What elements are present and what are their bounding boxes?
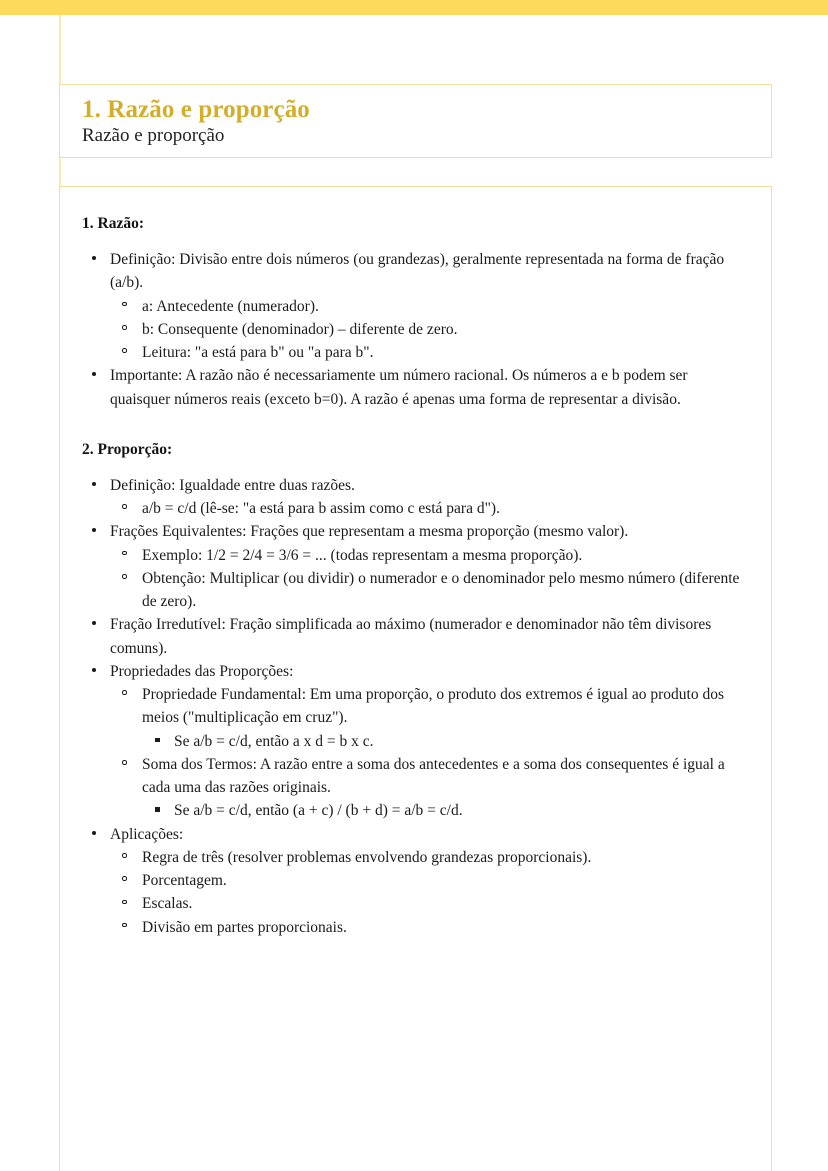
disc-bullet-icon xyxy=(92,256,96,260)
list-item-text: Fração Irredutível: Fração simplificada ao máximo (numerador e denominador não têm divisores comuns). xyxy=(110,616,712,657)
circle-bullet-icon xyxy=(122,876,127,881)
list-item-text: Definição: Igualdade entre duas razões. xyxy=(110,476,355,494)
bullet-list-level-2 xyxy=(110,544,745,614)
list-item-text: Importante: A razão não é necessariamente um número racional. Os números a e b podem ser quaisquer números reais (exceto b=0). A razão é apenas uma forma de representar a divisão. xyxy=(110,367,688,408)
bullet-list-level-2 xyxy=(110,846,745,939)
list-item-text: Aplicações: xyxy=(110,825,184,843)
list-item-text: b: Consequente (denominador) – diferente de zero. xyxy=(142,320,458,338)
bullet-list-level-2 xyxy=(110,497,745,520)
section-heading: 1. Razão: xyxy=(82,215,144,232)
disc-bullet-icon xyxy=(92,831,96,835)
circle-bullet-icon xyxy=(122,325,127,330)
disc-bullet-icon xyxy=(92,528,96,532)
list-item xyxy=(110,295,745,318)
list-item xyxy=(110,497,745,520)
disc-bullet-icon xyxy=(92,372,96,376)
list-item xyxy=(110,318,745,341)
list-item xyxy=(110,567,745,614)
list-item-text: Soma dos Termos: A razão entre a soma dos antecedentes e a soma dos consequentes é igual a cada uma das razões originais. xyxy=(142,755,725,796)
bullet-list-level-1 xyxy=(82,474,745,939)
sections-container xyxy=(82,215,745,939)
list-item xyxy=(110,544,745,567)
bullet-list-level-3 xyxy=(142,799,745,822)
list-item xyxy=(110,892,745,915)
list-item xyxy=(82,474,745,521)
list-item xyxy=(142,730,745,753)
square-bullet-icon xyxy=(155,807,160,812)
circle-bullet-icon xyxy=(122,760,127,765)
list-item xyxy=(110,846,745,869)
list-item-text: Divisão em partes proporcionais. xyxy=(142,918,347,936)
circle-bullet-icon xyxy=(122,551,127,556)
bullet-list-level-3 xyxy=(142,730,745,753)
bullet-list-level-2 xyxy=(110,295,745,365)
bullet-list-level-1 xyxy=(82,248,745,411)
list-item-text: Frações Equivalentes: Frações que representam a mesma proporção (mesmo valor). xyxy=(110,523,629,541)
list-item-text: Propriedade Fundamental: Em uma proporção, o produto dos extremos é igual ao produto dos meios ("multiplicação em cruz"). xyxy=(142,686,724,727)
circle-bullet-icon xyxy=(122,690,127,695)
list-item xyxy=(82,248,745,364)
list-item-text: Se a/b = c/d, então (a + c) / (b + d) = a/b = c/d. xyxy=(174,802,463,820)
list-item-text: Propriedades das Proporções: xyxy=(110,662,294,680)
list-item xyxy=(82,520,745,613)
list-item-text: Porcentagem. xyxy=(142,872,227,889)
list-item xyxy=(82,364,745,411)
list-item-text: Se a/b = c/d, então a x d = b x c. xyxy=(174,732,374,750)
list-item-text: Definição: Divisão entre dois números (ou grandezas), geralmente representada na forma de fração (a/b). xyxy=(110,251,725,292)
square-bullet-icon xyxy=(155,738,160,743)
list-item-text: Obtenção: Multiplicar (ou dividir) o numerador e o denominador pelo mesmo número (diferente de zero). xyxy=(142,569,740,610)
top-accent-banner xyxy=(0,0,828,15)
document-header-card xyxy=(59,84,772,158)
document-content-card xyxy=(59,186,772,1171)
list-item-text: a/b = c/d (lê-se: "a está para b assim como c está para d"). xyxy=(142,500,500,517)
circle-bullet-icon xyxy=(122,900,127,905)
disc-bullet-icon xyxy=(92,482,96,486)
list-item xyxy=(142,799,745,822)
section-heading: 2. Proporção: xyxy=(82,440,173,458)
circle-bullet-icon xyxy=(122,348,127,353)
list-item xyxy=(82,613,745,660)
bullet-list-level-2 xyxy=(110,683,745,823)
circle-bullet-icon xyxy=(122,853,127,858)
circle-bullet-icon xyxy=(122,923,127,928)
circle-bullet-icon xyxy=(122,574,127,579)
list-item xyxy=(82,823,745,939)
circle-bullet-icon xyxy=(122,302,127,307)
list-item-text: Escalas. xyxy=(142,895,193,913)
list-item-text: a: Antecedente (numerador). xyxy=(142,297,319,315)
page-title: 1. Razão e proporção xyxy=(82,96,310,123)
page-subtitle: Razão e proporção xyxy=(82,125,225,146)
list-item-text: Leitura: "a está para b" ou "a para b". xyxy=(142,344,374,361)
list-item xyxy=(82,660,745,823)
circle-bullet-icon xyxy=(122,504,127,509)
list-item-text: Regra de três (resolver problemas envolvendo grandezas proporcionais). xyxy=(142,848,592,866)
list-item-text: Exemplo: 1/2 = 2/4 = 3/6 = ... (todas representam a mesma proporção). xyxy=(142,546,583,564)
list-item xyxy=(110,683,745,753)
disc-bullet-icon xyxy=(92,621,96,625)
list-item xyxy=(110,753,745,823)
list-item xyxy=(110,869,745,892)
list-item xyxy=(110,916,745,939)
list-item xyxy=(110,341,745,364)
disc-bullet-icon xyxy=(92,668,96,672)
